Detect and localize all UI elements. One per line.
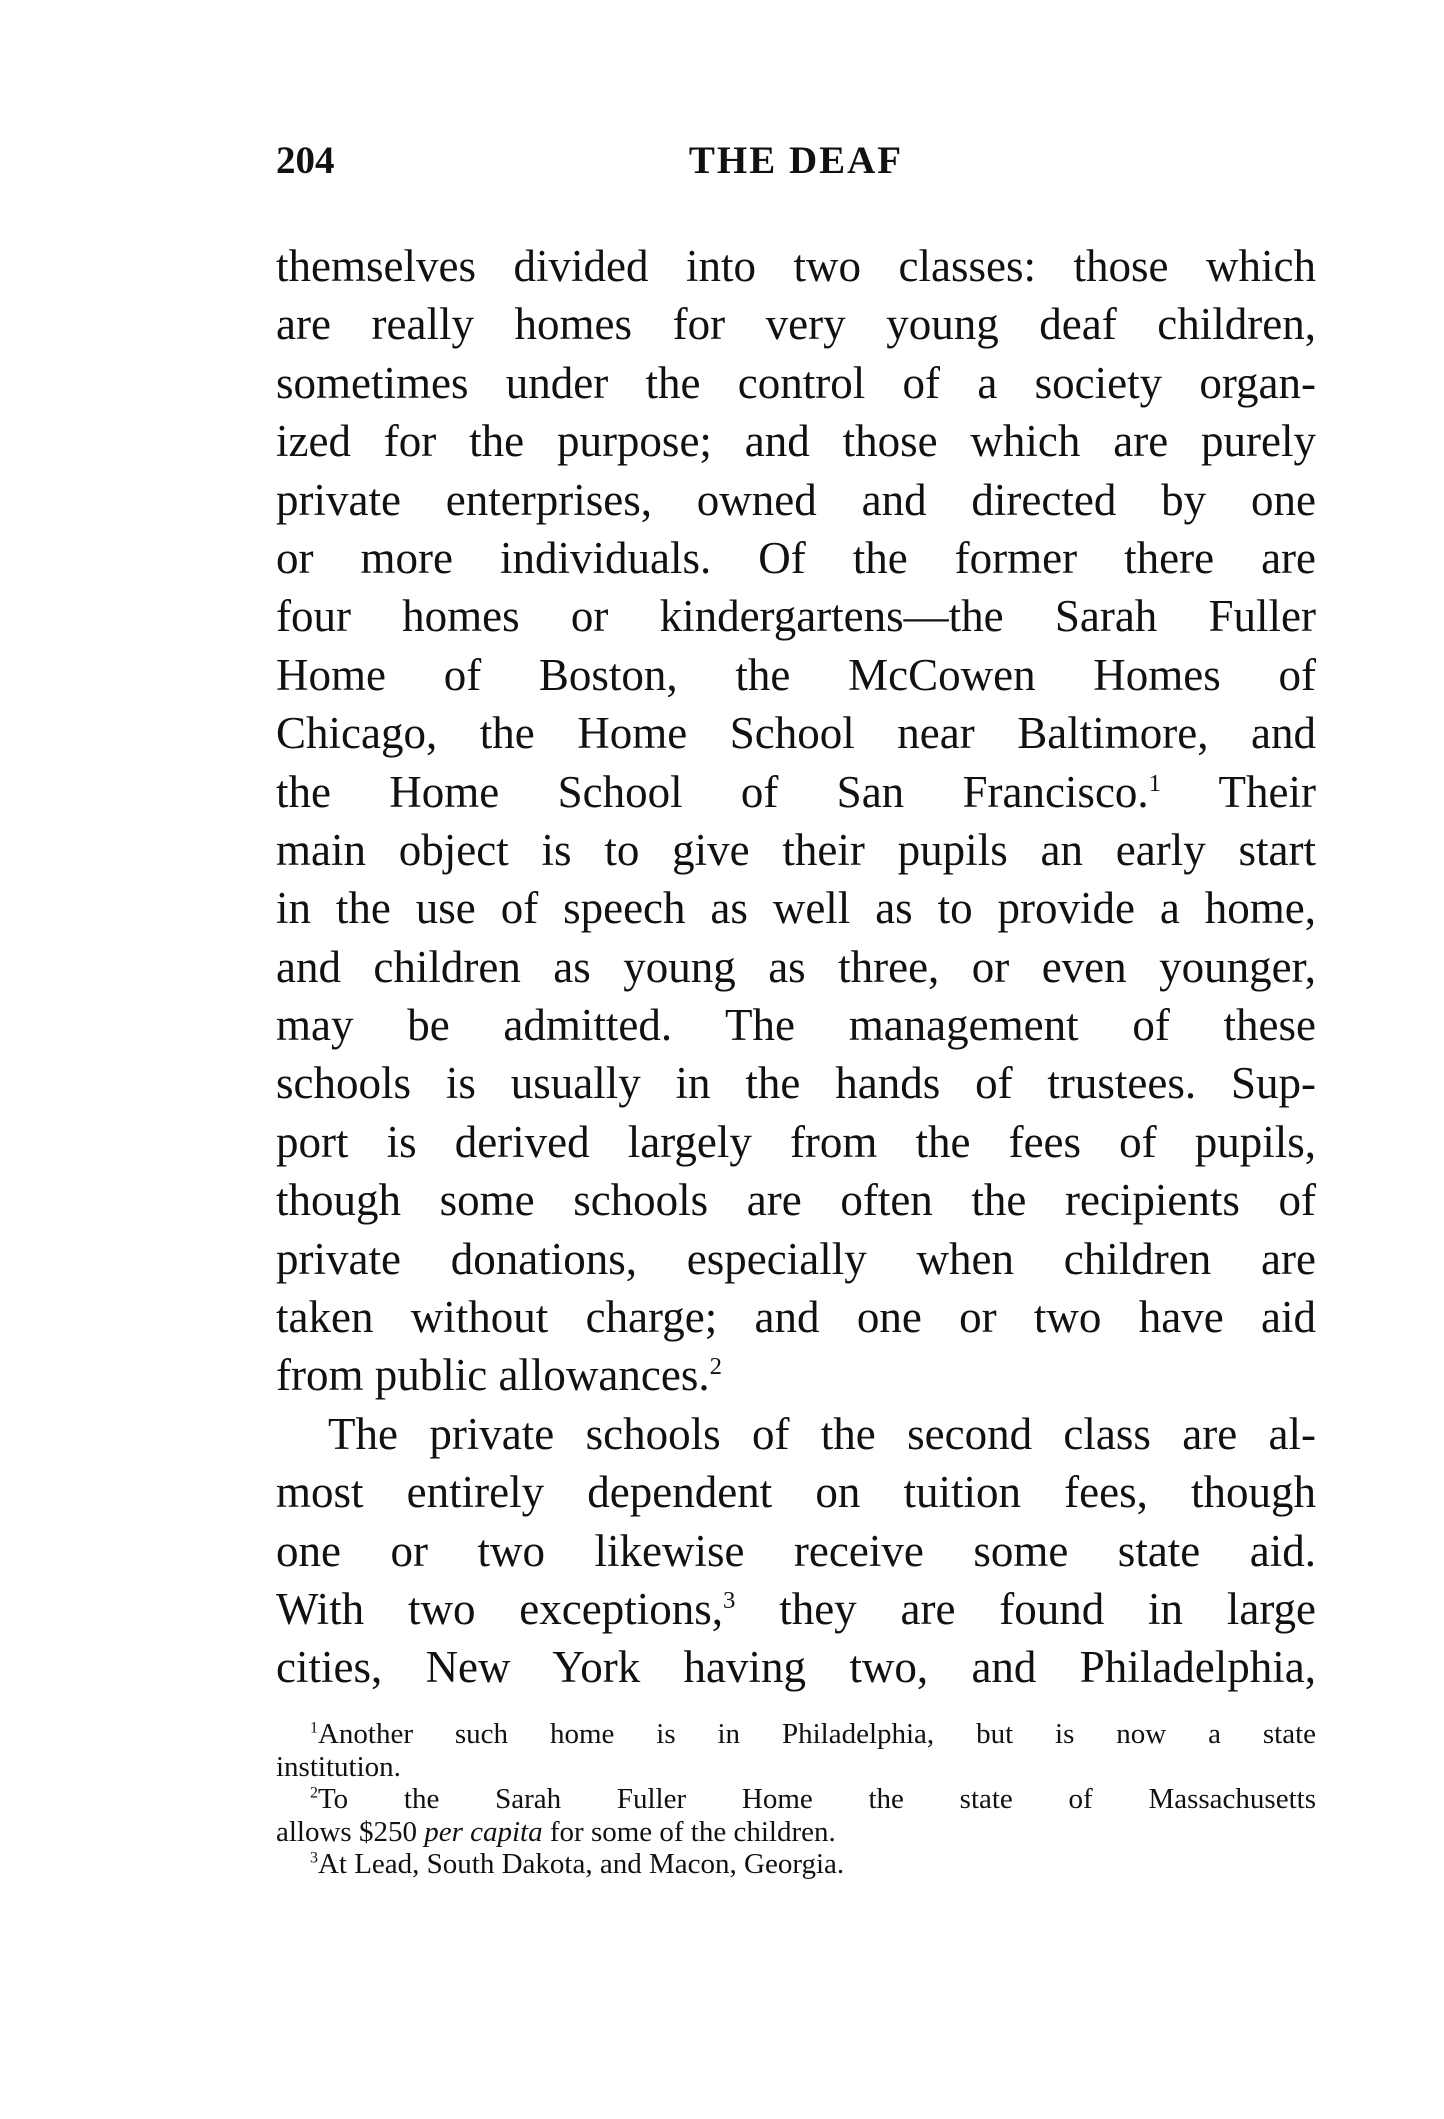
footnote-3 bbox=[276, 1848, 1316, 1881]
text-line: The private schools of the second class are al- bbox=[328, 1408, 1316, 1459]
text-line: four homes or kindergartens—the Sarah Fuller bbox=[276, 591, 1316, 642]
text-line: themselves divided into two classes: those which bbox=[276, 241, 1316, 291]
text-line: cities, New York having two, and Philadelphia, bbox=[276, 1642, 1316, 1693]
text-line: one or two likewise receive some state aid. bbox=[276, 1525, 1316, 1576]
footnote-ref-1[interactable]: 1 bbox=[1148, 769, 1162, 797]
text-line: ized for the purpose; and those which are purely bbox=[276, 416, 1316, 467]
text-line: Home of Boston, the McCowen Homes of bbox=[276, 649, 1316, 700]
footnote-2 bbox=[276, 1783, 1316, 1816]
footnote-2-continued bbox=[276, 1816, 1316, 1849]
footnote-text: for some of the children. bbox=[542, 1815, 836, 1848]
text-line: are really homes for very young deaf children, bbox=[276, 299, 1316, 350]
text-line: though some schools are often the recipients of bbox=[276, 1175, 1316, 1226]
text-segment: With two exceptions, bbox=[276, 1583, 723, 1634]
footnotes bbox=[276, 1718, 1316, 1881]
text-line: main object is to give their pupils an early start bbox=[276, 824, 1316, 875]
text-line: Chicago, the Home School near Baltimore, and bbox=[276, 708, 1316, 759]
text-segment: they are found in large bbox=[735, 1583, 1316, 1634]
footnote-text: allows $250 bbox=[276, 1815, 425, 1848]
text-line: private donations, especially when children are bbox=[276, 1233, 1316, 1284]
text-segment: Their bbox=[1161, 766, 1316, 817]
footnote-1 bbox=[276, 1718, 1316, 1751]
text-line: port is derived largely from the fees of pupils, bbox=[276, 1116, 1316, 1167]
text-line: may be admitted. The management of these bbox=[276, 1000, 1316, 1051]
text-line: and children as young as three, or even younger, bbox=[276, 941, 1316, 992]
text-segment: the Home School of San Francisco. bbox=[276, 766, 1149, 817]
running-title: THE DEAF bbox=[688, 139, 904, 182]
page-number: 204 bbox=[276, 139, 335, 182]
footnote-marker: 1 bbox=[310, 1719, 318, 1737]
text-line: private enterprises, owned and directed by one bbox=[276, 474, 1316, 525]
footnote-ref-3[interactable]: 3 bbox=[723, 1586, 736, 1614]
text-line: schools is usually in the hands of trustees. Sup- bbox=[276, 1058, 1316, 1109]
footnote-text: To the Sarah Fuller Home the state of Massachusetts bbox=[317, 1783, 1316, 1816]
text-line: most entirely dependent on tuition fees, though bbox=[276, 1467, 1316, 1518]
footnote-1-continued: institution. bbox=[276, 1750, 401, 1783]
text-line bbox=[276, 1580, 1316, 1638]
text-line: taken without charge; and one or two have aid bbox=[276, 1292, 1316, 1343]
text-line bbox=[276, 763, 1316, 821]
footnote-text: At Lead, South Dakota, and Macon, Georgia. bbox=[317, 1848, 845, 1881]
text-line bbox=[276, 1346, 1316, 1404]
footnote-marker: 2 bbox=[310, 1784, 318, 1802]
text-line: in the use of speech as well as to provide a home, bbox=[276, 883, 1316, 934]
text-segment: from public allowances. bbox=[276, 1350, 710, 1401]
text-line: or more individuals. Of the former there are bbox=[276, 532, 1316, 583]
running-head bbox=[276, 138, 1316, 198]
footnote-italic-text: per capita bbox=[424, 1815, 543, 1848]
footnote-text: Another such home is in Philadelphia, but is now a state bbox=[317, 1718, 1316, 1750]
footnote-marker: 3 bbox=[310, 1849, 318, 1867]
footnote-ref-2[interactable]: 2 bbox=[709, 1353, 722, 1381]
text-line: sometimes under the control of a society organ- bbox=[276, 357, 1316, 408]
body-text bbox=[276, 237, 1316, 1697]
